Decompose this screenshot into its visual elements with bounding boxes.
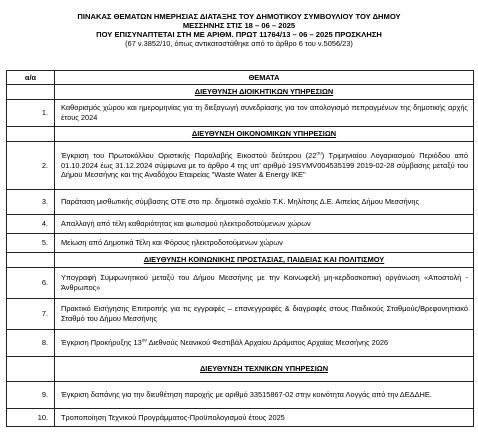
- table-row: [7, 234, 474, 253]
- item-text: Παράταση μισθωτικής σύμβασης ΟΤΕ στο πρ. δημοτικό σχολείο Τ.Κ. Μηλίτσης Δ.Ε. Αιπείας Δήμου Μεσσήνης: [55, 190, 474, 215]
- item-text: Πρακτικό Εισήγησης Επιτροπής για τις εγγραφές – επανεγγραφές & διαγραφές στους Παιδικούς Σταθμούς/Βρεφονηπιακό Σταθμό του Δήμου Μεσσήνης: [55, 299, 474, 330]
- item-text: Μείωση από Δημοτικά Τέλη και Φόρους ηλεκτροδοτούμενων χώρων: [55, 234, 474, 253]
- item-number: 6.: [7, 268, 55, 299]
- table-row: [7, 142, 474, 190]
- section-row-finance: [7, 127, 474, 142]
- item-number: 1.: [7, 100, 55, 127]
- table-header-row: [7, 71, 474, 85]
- item-number: 10.: [7, 409, 55, 427]
- section-heading-admin: ΔΙΕΥΘΥΝΣΗ ΔΙΟΙΚΗΤΙΚΩΝ ΥΠΗΡΕΣΙΩΝ: [55, 85, 474, 100]
- item-number: 2.: [7, 142, 55, 190]
- section-heading-technical: ΔΙΕΥΘΥΝΣΗ ΤΕΧΝΙΚΩΝ ΥΠΗΡΕΣΙΩΝ: [55, 357, 474, 382]
- document-title-line-2: ΜΕΣΣΗΝΗΣ ΣΤΙΣ 18 – 06 – 2025: [182, 21, 296, 30]
- item-text: Απαλλαγή από τέλη καθαριότητας και φωτισμού ηλεκτροδοτούμενων χώρων: [55, 215, 474, 234]
- item-text: Έγκριση Προκήρυξης $13^{o\upsilon}$ Διεθνούς Νεανικού Φεστιβάλ Αρχαίου Δράματος Αρχαίας Μεσσήνης 2026: [55, 330, 474, 357]
- item-number: 7.: [7, 299, 55, 330]
- legal-reference-line: (67 ν.3852/10, όπως αντικαταστάθηκε από το άρθρο 6 του ν.5056/23): [125, 39, 353, 48]
- item-text: Έγκριση του Πρωτοκόλλου Οριστικής Παραλαβής Εικοστού δεύτερου $(22^{o\upsilon})$ Τριμηνιαίου Λογαριασμού Περιόδου από 01.10.2024 έως 31.12.2024 σύμφωνα με το άρθρο 4 της υπ' αριθμό 19SYMV004535199 2019-02-28 σύμβασης μεταξύ του Δήμου Μεσσήνης και της Αναδόχου Εταιρείας "Waste Water & Energy IKE": [55, 142, 474, 190]
- table-row: [7, 215, 474, 234]
- table-row: [7, 268, 474, 299]
- item-number: 8.: [7, 330, 55, 357]
- agenda-table: [6, 70, 474, 427]
- table-row: [7, 299, 474, 330]
- item-number: 5.: [7, 234, 55, 253]
- item-text: Υπογραφή Συμφωνητικού μεταξύ του Δήμου Μεσσήνης με την Κοινωφελή μη-κερδοσκοπική οργάνωση «Αποστολή - Άνθρωπος»: [55, 268, 474, 299]
- item-number: 3.: [7, 190, 55, 215]
- item-number: 4.: [7, 215, 55, 234]
- column-header-subject: ΘΕΜΑΤΑ: [55, 71, 474, 85]
- table-row: [7, 330, 474, 357]
- table-row: [7, 190, 474, 215]
- item-text: Έγκριση δαπάνης για την διευθέτηση παροχής με αριθμό 33515867-02 στην κοινότητα Λογγάς από την ΔΕΔΔΗΕ.: [55, 382, 474, 409]
- section-row-admin: [7, 85, 474, 100]
- table-row: [7, 409, 474, 427]
- table-row: [7, 382, 474, 409]
- section-heading-social: ΔΙΕΥΘΥΝΣΗ ΚΟΙΝΩΝΙΚΗΣ ΠΡΟΣΤΑΣΙΑΣ, ΠΑΙΔΕΙΑΣ ΚΑΙ ΠΟΛΙΤΙΣΜΟΥ: [55, 253, 474, 268]
- document-title-line-1: ΠΙΝΑΚΑΣ ΘΕΜΑΤΩΝ ΗΜΕΡΗΣΙΑΣ ΔΙΑΤΑΞΗΣ ΤΟΥ ΔΗΜΟΤΙΚΟΥ ΣΥΜΒΟΥΛΙΟΥ ΤΟΥ ΔΗΜΟΥ: [77, 12, 401, 21]
- item-number: 9.: [7, 382, 55, 409]
- column-header-number: α/α: [7, 71, 55, 85]
- section-row-technical: [7, 357, 474, 382]
- item-text: Τροποποίηση Τεχνικού Προγράμματος-Προϋπολογισμού έτους 2025: [55, 409, 474, 427]
- section-row-social: [7, 253, 474, 268]
- document-title-line-3: ΠΟΥ ΕΠΙΣΥΝΑΠΤΕΤΑΙ ΣΤΗ ΜΕ ΑΡΙΘΜ. ΠΡΩΤ 11764/13 – 06 – 2025 ΠΡΟΣΚΛΗΣΗ: [96, 30, 382, 39]
- table-row: [7, 100, 474, 127]
- item-text: Καθορισμός χώρου και ημερομηνίας για τη διεξαγωγή συνεδρίασης για τον απολογισμό πεπραγμένων της δημοτικής αρχής έτους 2024: [55, 100, 474, 127]
- section-heading-finance: ΔΙΕΥΘΥΝΣΗ ΟΙΚΟΝΟΜΙΚΩΝ ΥΠΗΡΕΣΙΩΝ: [55, 127, 474, 142]
